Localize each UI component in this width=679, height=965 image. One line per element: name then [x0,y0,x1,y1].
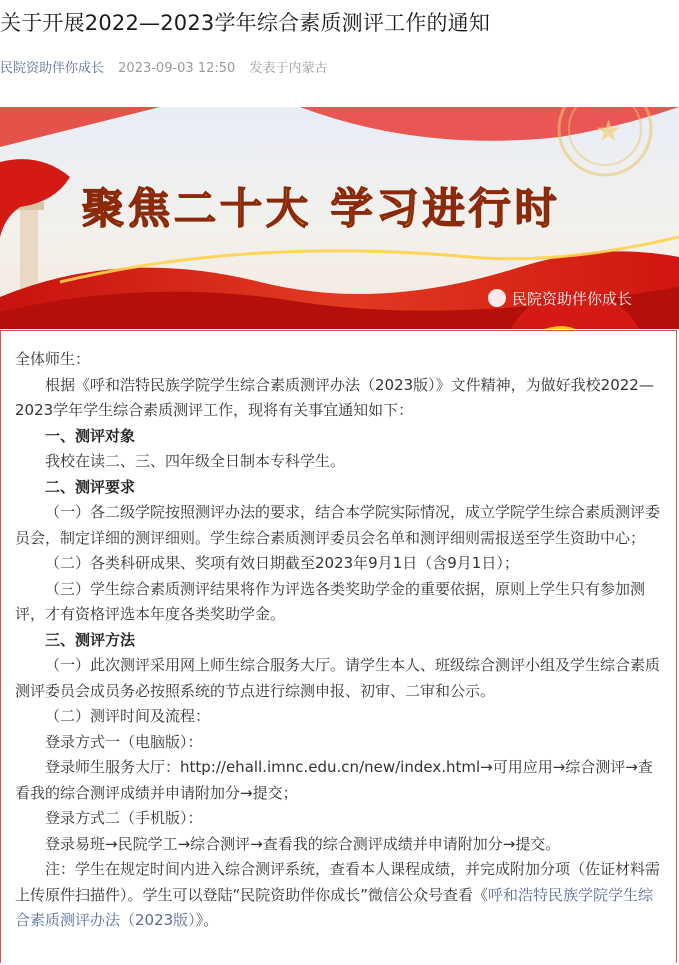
banner-headline: 聚焦二十大 学习进行时 [82,184,561,233]
publish-time: 2023-09-03 12:50 [118,61,236,76]
watermark-text: 民院资助伴你成长 [512,290,633,308]
greeting: 全体师生： [15,350,91,368]
note-paragraph [15,857,662,934]
section-2-item-3: （三）学生综合素质测评结果将作为评选各类奖助学金的重要依据，原则上学生只有参加测评，才有资格评选本年度各类奖助学金。 [15,579,646,623]
section-3-item-1: （一）此次测评采用网上师生综合服务大厅。请学生本人、班级综合测评小组及学生综合素质测评委员会成员务必按照系统的节点进行综测申报、初审、二审和公示。 [15,656,661,700]
login-method-2-steps: 登录易班→民院学工→综合测评→查看我的综合测评成绩并申请附加分→提交。 [45,834,561,853]
section-2-item-2: （二）各类科研成果、奖项有效日期截至2023年9月1日（含9月1日）； [45,554,519,572]
section-3-title: 三、测评方法 [45,630,136,649]
section-2-title: 二、测评要求 [45,477,136,496]
login-method-2-label: 登录方式二（手机版）： [45,809,203,827]
section-2-item-1: （一）各二级学院按照测评办法的要求，结合本学院实际情况，成立学院学生综合素质测评委员会，制定详细的测评细则。学生综合素质测评委员会名单和测评细则需报送至学生资助中心； [15,503,661,547]
article-meta [0,57,327,76]
publish-location: 发表于内蒙古 [249,61,328,76]
note-prefix: 注：学生在规定时间内进入综合测评系统，查看本人课程成绩，并完成附加分项（佐证材料需上传原件扫描件）。学生可以登陆“民院资助伴你成长”微信公众号查看《 [15,860,661,904]
login-method-1-label: 登录方式一（电脑版）： [45,732,203,751]
note-suffix: 》。 [195,911,219,929]
section-1-text: 我校在读二、三、四年级全日制本专科学生。 [45,452,346,470]
note-document-link[interactable]: 呼和浩特民族学院学生综合素质测评办法（2023版） [15,885,654,929]
banner-graphic [0,107,679,329]
article-banner-image [0,107,679,329]
notice-body [0,330,677,963]
svg-text:★: ★ [595,114,622,149]
intro-paragraph: 根据《呼和浩特民族学院学生综合素质测评办法（2023版）》文件精神，为做好我校2022—2023学年学生综合素质测评工作，现将有关事宜通知如下： [15,375,654,419]
article-title: 关于开展2022—2023学年综合素质测评工作的通知 [0,11,491,35]
login-method-1-steps: 登录师生服务大厅：http://ehall.imnc.edu.cn/new/index.html→可用应用→综合测评→查看我的综合测评成绩并申请附加分→提交； [15,758,653,802]
section-3-item-2: （二）测评时间及流程： [45,707,211,725]
section-1-title: 一、测评对象 [45,426,136,445]
author-link[interactable]: 民院资助伴你成长 [0,61,105,76]
